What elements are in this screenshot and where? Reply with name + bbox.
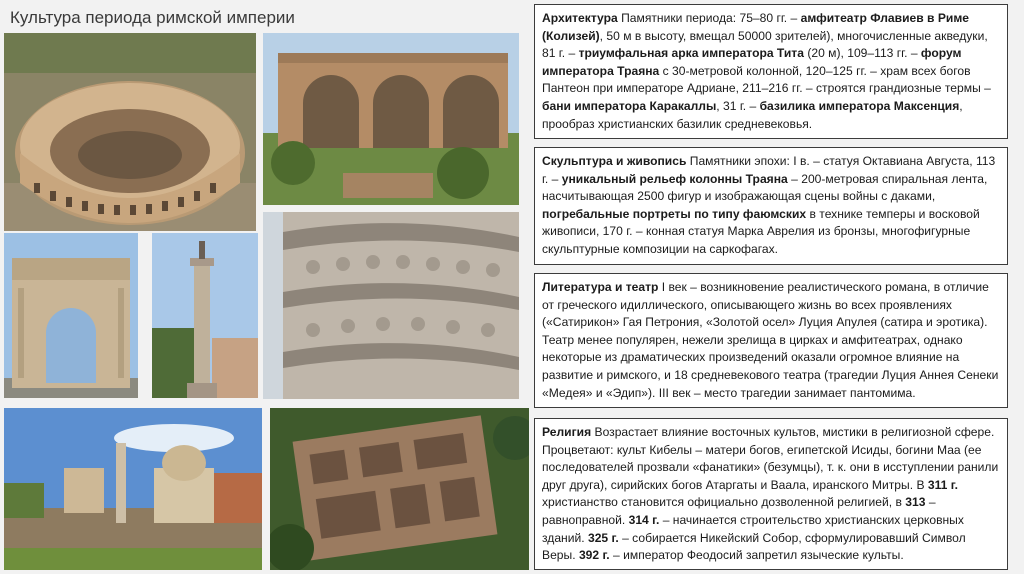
basilica-image [263,33,519,205]
bold-fragment: амфитеатр Флавиев в Риме (Колизей) [542,11,969,43]
bold-fragment: Скульптура и живопись [542,154,687,168]
bold-fragment: 325 г. [587,530,619,545]
text-fragment: , 50 м в высоту, вмещал 50000 зрителей), многочисленные акведуки, 81 г. – [542,28,988,61]
arch-image [4,233,138,398]
text-fragment: (20 м), 109–113 гг. – [803,46,921,61]
text-fragment: , прообраз христианских базилик средневековья. [542,98,963,131]
architecture-panel [534,4,1008,139]
bold-fragment: триумфальная арка императора Тита [578,46,804,61]
forum-image [4,408,262,570]
relief-image [263,212,519,399]
literature-panel [534,273,1008,408]
bold-fragment: погребальные портреты по типу фаюмских [542,206,807,221]
text-fragment: христианство становится официально дозволенной религией, в [542,495,906,510]
bold-fragment: 392 г. [578,548,610,563]
slide-title: Культура периода римской империи [10,8,295,27]
bold-fragment: уникальный рельеф колонны Траяна [561,171,788,186]
column-image [152,233,258,398]
architecture-text [542,11,991,131]
sculpture-panel [534,147,1008,265]
text-fragment: Возрастает влияние восточных культов, мистики в религиозной сфере. Процветают: культ Кибелы – матери богов, египетской Исиды, богини Маа (ее последователей прозвали «фанатики» (безумцы), т. к. они в исступлении ранили друг друга), сирийских богов Атаргаты и Ваала, иранского Митры. В [542,425,999,492]
bold-fragment: бани императора Каракаллы [542,98,717,113]
colosseum-image [4,33,256,231]
bold-fragment: 313 [905,495,926,510]
text-fragment: – равноправной. [542,495,936,527]
bold-fragment: Религия [542,425,592,439]
text-fragment: – собирается Никейский Собор, сформулировавший Символ Веры. [542,530,966,563]
bold-fragment: Литература и театр [542,280,659,294]
religion-panel [534,418,1008,570]
literature-text [542,280,998,400]
text-fragment: – 200-метровая спиральная лента, насчитывающая 2500 фигур и изображающая сцены войны с даками, [542,171,988,204]
text-fragment: , 31 г. – [716,98,760,113]
text-fragment: I век – возникновение реалистического романа, в отличие от греческого идиллического, описывающего жизнь во всех проявлениях («Сатирикон» Гая Петрония, «Золотой осел» Луция Апулея (сатира и эротика). Театр менее популярен, нежели зрелища в цирках и амфитеатрах, однако некоторые из драматических произведений оказали огромное влияние на развитие и римского, и 18 средневекового театра (трагедии Луция Аннея Сенеки «Медея» и «Эдип»). III век – место трагедии занимает пантомима. [542,280,999,400]
text-fragment: Памятники эпохи: I в. – статуя Октавиана Августа, 113 г. – [542,154,996,186]
baths-image [270,408,529,570]
religion-text [542,425,998,562]
bold-fragment: 311 г. [927,477,958,492]
text-fragment: – начинается строительство христианских церковных зданий. [542,512,964,545]
bold-fragment: Архитектура [542,11,618,25]
bold-fragment: базилика императора Максенция [759,98,960,113]
bold-fragment: форум императора Траяна [542,46,962,78]
text-fragment: в технике темперы и восковой живописи, 170 г. – конная статуя Марка Аврелия из бронзы, многофигурные скульптурные композиции на саркофагах. [542,206,980,256]
bold-fragment: 314 г. [628,512,660,527]
sculpture-text [542,154,995,256]
text-fragment: с 30-метровой колонной, 120–125 гг. – храм всех богов Пантеон при императоре Адриане, 211–216 гг. – строятся грандиозные термы – [542,63,991,96]
text-fragment: – император Феодосий запретил языческие культы. [609,548,904,563]
text-fragment: Памятники периода: 75–80 гг. – [617,11,801,25]
